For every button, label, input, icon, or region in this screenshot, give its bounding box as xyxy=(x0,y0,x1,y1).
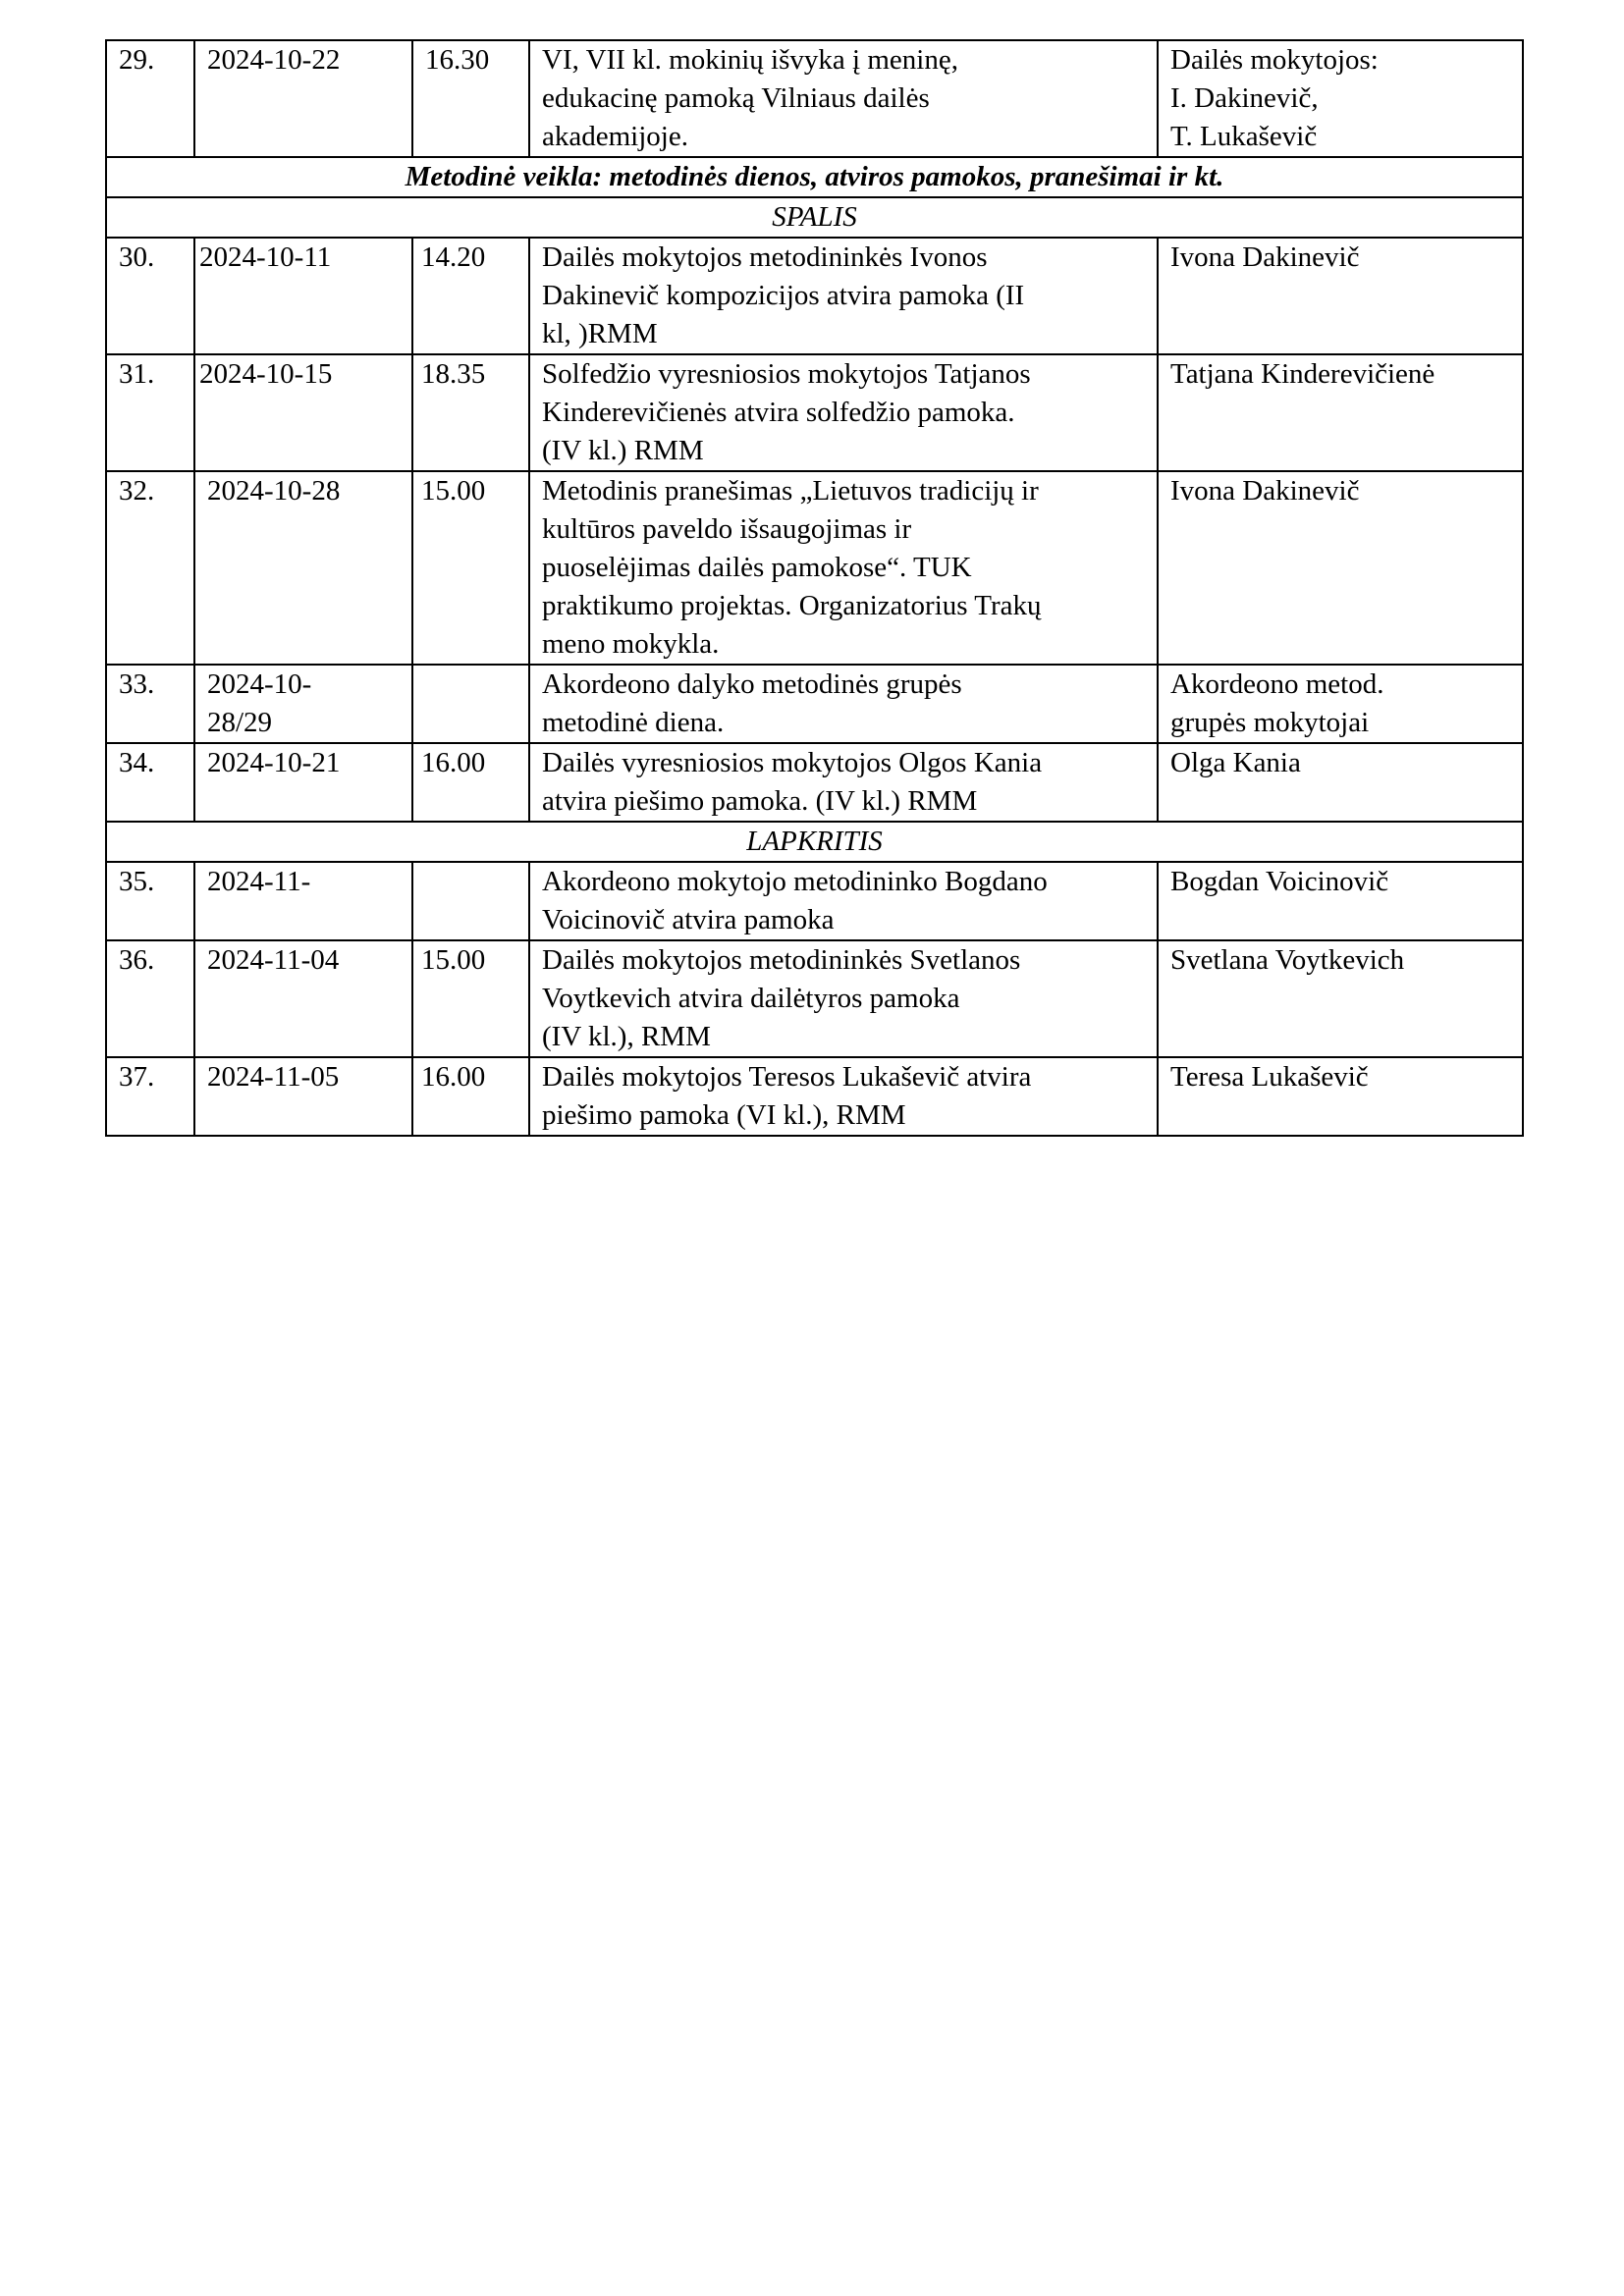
table-row xyxy=(106,665,1523,743)
row-date: 2024-10-11 xyxy=(194,238,412,354)
row-date: 2024-11-05 xyxy=(194,1057,412,1136)
event-line: Akordeono dalyko metodinės grupės xyxy=(542,668,962,700)
event-line: (IV kl.) RMM xyxy=(542,435,704,466)
event-line: kl, )RMM xyxy=(542,318,658,349)
row-number: 32. xyxy=(106,471,194,665)
event-line: puoselėjimas dailės pamokose“. TUK xyxy=(542,552,972,583)
row-number: 33. xyxy=(106,665,194,743)
row-event xyxy=(529,940,1158,1057)
month-heading: LAPKRITIS xyxy=(106,822,1523,862)
row-event xyxy=(529,665,1158,743)
row-time: 18.35 xyxy=(412,354,529,471)
row-date: 2024-10-22 xyxy=(194,40,412,157)
activity-plan-table xyxy=(105,39,1524,1137)
row-time: 15.00 xyxy=(412,940,529,1057)
row-responsible xyxy=(1158,940,1523,1057)
row-time: 16.00 xyxy=(412,1057,529,1136)
plan-table-body xyxy=(106,40,1523,1136)
event-line: Voytkevich atvira dailėtyros pamoka xyxy=(542,983,960,1014)
responsible-line: Akordeono metod. xyxy=(1170,668,1384,700)
event-line: meno mokykla. xyxy=(542,628,720,660)
section-heading: Metodinė veikla: metodinės dienos, atviros pamokos, pranešimai ir kt. xyxy=(106,157,1523,197)
row-number: 34. xyxy=(106,743,194,822)
responsible-line: Ivona Dakinevič xyxy=(1170,241,1360,273)
responsible-line: T. Lukaševič xyxy=(1170,121,1318,152)
row-responsible xyxy=(1158,40,1523,157)
event-line: Metodinis pranešimas „Lietuvos tradicijų ir xyxy=(542,475,1039,507)
responsible-line: Ivona Dakinevič xyxy=(1170,475,1360,507)
event-line: Dailės mokytojos Teresos Lukaševič atvira xyxy=(542,1061,1032,1093)
table-row xyxy=(106,354,1523,471)
event-line: VI, VII kl. mokinių išvyka į meninę, xyxy=(542,44,958,76)
responsible-line: I. Dakinevič, xyxy=(1170,82,1319,114)
month-heading-row xyxy=(106,822,1523,862)
row-event xyxy=(529,238,1158,354)
row-event xyxy=(529,40,1158,157)
event-line: atvira piešimo pamoka. (IV kl.) RMM xyxy=(542,785,978,817)
event-line: piešimo pamoka (VI kl.), RMM xyxy=(542,1099,906,1131)
row-event xyxy=(529,743,1158,822)
table-row xyxy=(106,862,1523,940)
row-event xyxy=(529,354,1158,471)
table-row xyxy=(106,40,1523,157)
month-heading-row xyxy=(106,197,1523,238)
event-line: metodinė diena. xyxy=(542,707,725,738)
event-line: praktikumo projektas. Organizatorius Trakų xyxy=(542,590,1042,621)
row-time: 16.00 xyxy=(412,743,529,822)
section-heading-row xyxy=(106,157,1523,197)
table-row xyxy=(106,1057,1523,1136)
row-number: 31. xyxy=(106,354,194,471)
row-event xyxy=(529,862,1158,940)
row-responsible xyxy=(1158,1057,1523,1136)
row-event xyxy=(529,471,1158,665)
event-line: edukacinę pamoką Vilniaus dailės xyxy=(542,82,930,114)
row-responsible xyxy=(1158,862,1523,940)
event-line: (IV kl.), RMM xyxy=(542,1021,711,1052)
event-line: Dailės mokytojos metodininkės Ivonos xyxy=(542,241,988,273)
row-date: 2024-11- xyxy=(194,862,412,940)
table-row xyxy=(106,743,1523,822)
table-row xyxy=(106,940,1523,1057)
row-time xyxy=(412,665,529,743)
row-date: 2024-10- 28/29 xyxy=(194,665,412,743)
row-number: 35. xyxy=(106,862,194,940)
row-number: 30. xyxy=(106,238,194,354)
responsible-line: Olga Kania xyxy=(1170,747,1301,778)
row-event xyxy=(529,1057,1158,1136)
row-responsible xyxy=(1158,665,1523,743)
row-date: 2024-10-28 xyxy=(194,471,412,665)
row-responsible xyxy=(1158,743,1523,822)
event-line: kultūros paveldo išsaugojimas ir xyxy=(542,513,912,545)
responsible-line: Bogdan Voicinovič xyxy=(1170,866,1389,897)
month-heading: SPALIS xyxy=(106,197,1523,238)
row-date: 2024-10-15 xyxy=(194,354,412,471)
event-line: Akordeono mokytojo metodininko Bogdano xyxy=(542,866,1048,897)
table-row xyxy=(106,471,1523,665)
event-line: Dakinevič kompozicijos atvira pamoka (II xyxy=(542,280,1025,311)
row-time: 15.00 xyxy=(412,471,529,665)
row-number: 37. xyxy=(106,1057,194,1136)
row-responsible xyxy=(1158,238,1523,354)
row-number: 29. xyxy=(106,40,194,157)
responsible-line: Tatjana Kinderevičienė xyxy=(1170,358,1435,390)
event-line: Dailės mokytojos metodininkės Svetlanos xyxy=(542,944,1021,976)
responsible-line: Teresa Lukaševič xyxy=(1170,1061,1369,1093)
row-time: 16.30 xyxy=(412,40,529,157)
event-line: Dailės vyresniosios mokytojos Olgos Kania xyxy=(542,747,1043,778)
row-responsible xyxy=(1158,354,1523,471)
row-date: 2024-11-04 xyxy=(194,940,412,1057)
event-line: Kinderevičienės atvira solfedžio pamoka. xyxy=(542,397,1015,428)
responsible-line: Svetlana Voytkevich xyxy=(1170,944,1405,976)
responsible-line: Dailės mokytojos: xyxy=(1170,44,1379,76)
row-time xyxy=(412,862,529,940)
row-responsible xyxy=(1158,471,1523,665)
row-number: 36. xyxy=(106,940,194,1057)
row-date: 2024-10-21 xyxy=(194,743,412,822)
event-line: akademijoje. xyxy=(542,121,688,152)
event-line: Solfedžio vyresniosios mokytojos Tatjanos xyxy=(542,358,1031,390)
responsible-line: grupės mokytojai xyxy=(1170,707,1370,738)
table-row xyxy=(106,238,1523,354)
row-time: 14.20 xyxy=(412,238,529,354)
event-line: Voicinovič atvira pamoka xyxy=(542,904,835,935)
